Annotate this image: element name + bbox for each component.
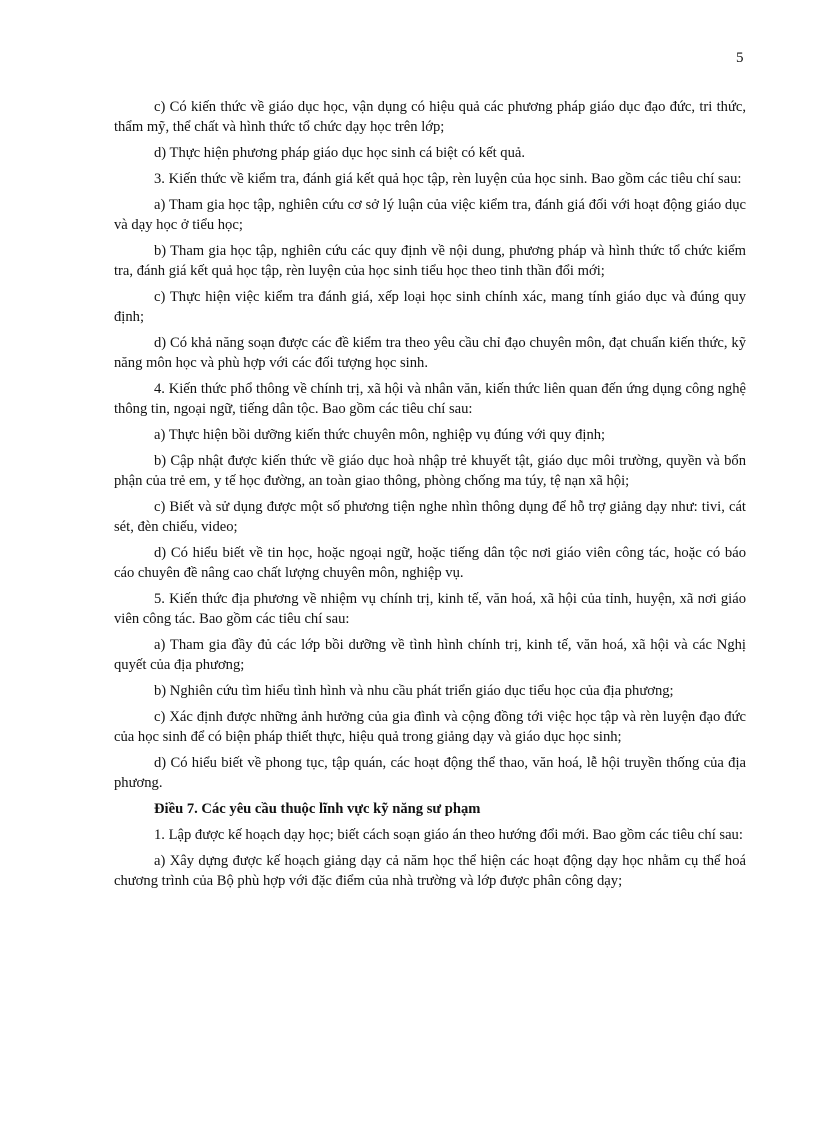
paragraph: b) Tham gia học tập, nghiên cứu các quy định về nội dung, phương pháp và hình thức tổ chức kiểm tra, đánh giá kết quả học tập, rèn luyện của học sinh tiểu học theo tinh thần đổi mới;	[114, 243, 746, 279]
paragraph: c) Biết và sử dụng được một số phương tiện nghe nhìn thông dụng để hỗ trợ giảng dạy như: tivi, cát sét, đèn chiếu, video;	[114, 499, 746, 535]
paragraph: b) Nghiên cứu tìm hiểu tình hình và nhu cầu phát triển giáo dục tiểu học của địa phương;	[154, 683, 674, 699]
paragraph: 3. Kiến thức về kiểm tra, đánh giá kết quả học tập, rèn luyện của học sinh. Bao gồm các tiêu chí sau:	[154, 171, 742, 187]
document-body	[114, 97, 746, 897]
paragraph: 4. Kiến thức phổ thông về chính trị, xã hội và nhân văn, kiến thức liên quan đến ứng dụng công nghệ thông tin, ngoại ngữ, tiếng dân tộc. Bao gồm các tiêu chí sau:	[114, 381, 746, 417]
paragraph: a) Tham gia học tập, nghiên cứu cơ sở lý luận của việc kiểm tra, đánh giá đối với hoạt động giáo dục và dạy học ở tiểu học;	[114, 197, 746, 233]
paragraph: a) Xây dựng được kế hoạch giảng dạy cả năm học thể hiện các hoạt động dạy học nhằm cụ thể hoá chương trình của Bộ phù hợp với đặc điểm của nhà trường và lớp được phân công dạy;	[114, 853, 746, 889]
article-heading: Điều 7. Các yêu cầu thuộc lĩnh vực kỹ năng sư phạm	[154, 801, 481, 817]
paragraph: d) Thực hiện phương pháp giáo dục học sinh cá biệt có kết quả.	[154, 145, 525, 161]
paragraph: c) Có kiến thức về giáo dục học, vận dụng có hiệu quả các phương pháp giáo dục đạo đức, tri thức, thẩm mỹ, thể chất và hình thức tổ chức dạy học trên lớp;	[114, 99, 746, 135]
paragraph: d) Có hiểu biết về tin học, hoặc ngoại ngữ, hoặc tiếng dân tộc nơi giáo viên công tác, hoặc có báo cáo chuyên đề nâng cao chất lượng chuyên môn, nghiệp vụ.	[114, 545, 746, 581]
paragraph: 1. Lập được kế hoạch dạy học; biết cách soạn giáo án theo hướng đổi mới. Bao gồm các tiêu chí sau:	[154, 827, 743, 843]
paragraph: b) Cập nhật được kiến thức về giáo dục hoà nhập trẻ khuyết tật, giáo dục môi trường, quyền và bổn phận của trẻ em, y tế học đường, an toàn giao thông, phòng chống ma túy, tệ nạn xã hội;	[114, 453, 746, 489]
page-number: 5	[736, 50, 744, 66]
paragraph: a) Thực hiện bồi dưỡng kiến thức chuyên môn, nghiệp vụ đúng với quy định;	[154, 427, 606, 443]
paragraph: a) Tham gia đầy đủ các lớp bồi dưỡng về tình hình chính trị, kinh tế, văn hoá, xã hội và các Nghị quyết của địa phương;	[114, 637, 746, 673]
paragraph: d) Có hiểu biết về phong tục, tập quán, các hoạt động thể thao, văn hoá, lễ hội truyền thống của địa phương.	[114, 755, 746, 791]
paragraph: c) Thực hiện việc kiểm tra đánh giá, xếp loại học sinh chính xác, mang tính giáo dục và đúng quy định;	[114, 289, 746, 325]
paragraph: d) Có khả năng soạn được các đề kiểm tra theo yêu cầu chỉ đạo chuyên môn, đạt chuẩn kiến thức, kỹ năng môn học và phù hợp với các đối tượng học sinh.	[114, 335, 746, 371]
paragraph: c) Xác định được những ảnh hưởng của gia đình và cộng đồng tới việc học tập và rèn luyện đạo đức của học sinh để có biện pháp thiết thực, hiệu quả trong giảng dạy và giáo dục học sinh;	[114, 709, 746, 745]
paragraph: 5. Kiến thức địa phương về nhiệm vụ chính trị, kinh tế, văn hoá, xã hội của tỉnh, huyện, xã nơi giáo viên công tác. Bao gồm các tiêu chí sau:	[114, 591, 746, 627]
